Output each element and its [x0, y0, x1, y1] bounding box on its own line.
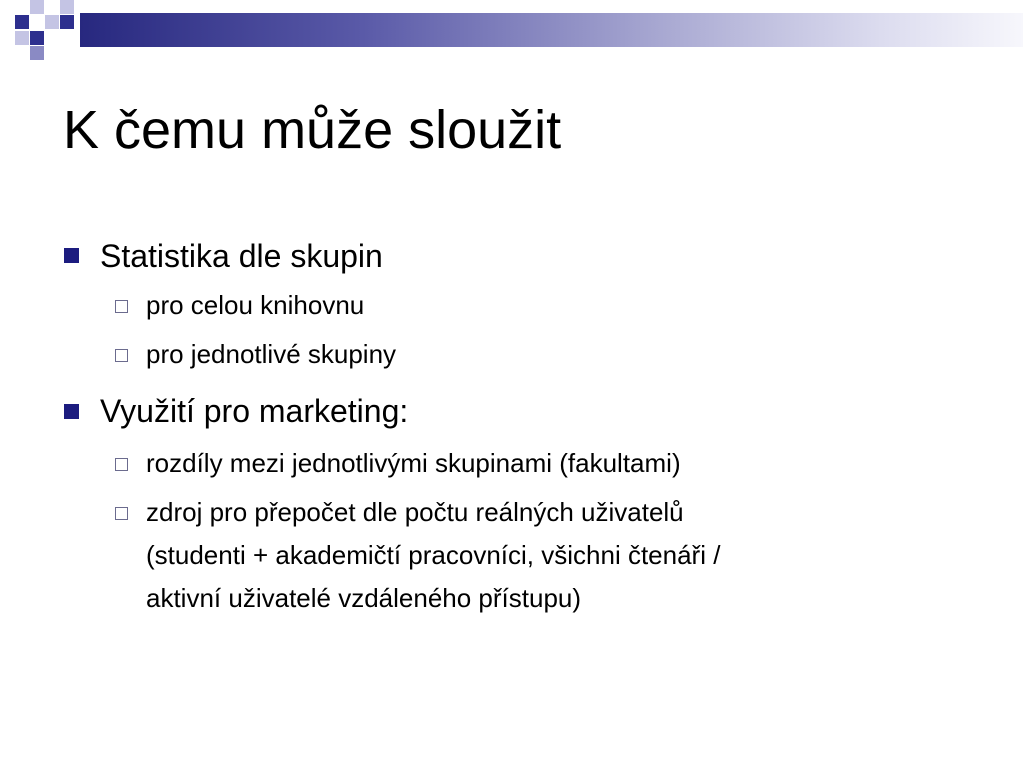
bullet-item: Využití pro marketing:: [100, 393, 409, 429]
square-bullet-icon: [64, 404, 79, 419]
box-bullet-icon: [115, 349, 128, 362]
slide-title: K čemu může sloužit: [63, 100, 562, 160]
sub-bullet-item: pro jednotlivé skupiny: [146, 339, 397, 369]
sub-bullet-item: zdroj pro přepočet dle počtu reálných uživatelů: [146, 497, 684, 527]
sub-bullet-item: rozdíly mezi jednotlivými skupinami (fakultami): [146, 448, 681, 478]
sub-bullet-item-continuation: (studenti + akademičtí pracovníci, všichni čtenáři /: [146, 540, 721, 570]
sub-bullet-item-continuation: aktivní uživatelé vzdáleného přístupu): [146, 583, 582, 613]
box-bullet-icon: [115, 458, 128, 471]
square-bullet-icon: [64, 248, 79, 263]
box-bullet-icon: [115, 300, 128, 313]
sub-bullet-item: pro celou knihovnu: [146, 290, 365, 320]
bullet-item: Statistika dle skupin: [100, 238, 383, 274]
box-bullet-icon: [115, 507, 128, 520]
